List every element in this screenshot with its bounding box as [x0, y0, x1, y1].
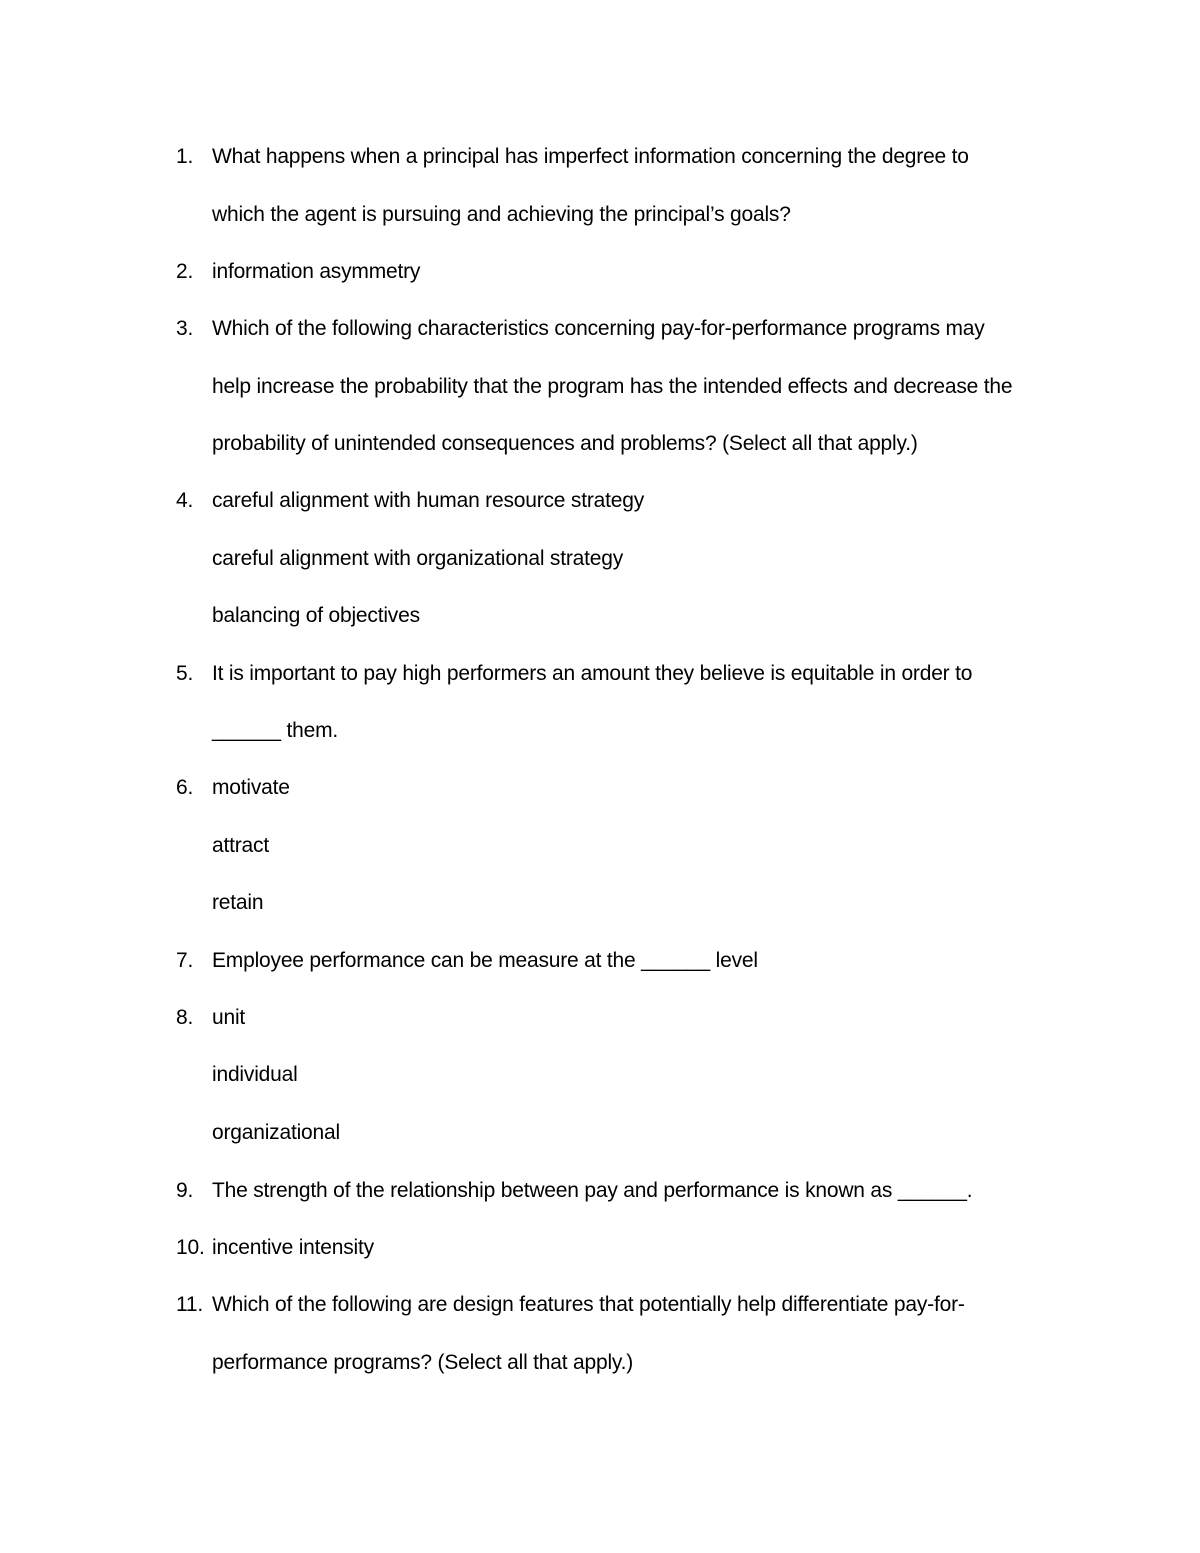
item-text-line: probability of unintended consequences and problems? (Select all that apply.) — [212, 432, 918, 455]
item-text-line: incentive intensity — [212, 1236, 374, 1259]
item-number: 5. — [176, 662, 194, 685]
item-text-line: information asymmetry — [212, 260, 421, 283]
item-number: 8. — [176, 1006, 194, 1029]
item-number: 4. — [176, 489, 194, 512]
item-text-line: Which of the following are design features that potentially help differentiate pay-for- — [212, 1293, 965, 1316]
item-text-line: It is important to pay high performers an amount they believe is equitable in order to — [212, 662, 973, 685]
item-text-line: ______ them. — [212, 719, 339, 742]
item-text-line: performance programs? (Select all that apply.) — [212, 1351, 634, 1374]
item-number: 6. — [176, 776, 194, 799]
item-text-line: The strength of the relationship between pay and performance is known as ______. — [212, 1179, 973, 1202]
item-number: 11. — [176, 1293, 204, 1316]
item-number: 3. — [176, 317, 194, 340]
item-text-line: attract — [212, 834, 269, 857]
item-text-line: Employee performance can be measure at the ______ level — [212, 949, 758, 972]
item-text-line: Which of the following characteristics concerning pay-for-performance programs may — [212, 317, 985, 340]
item-text-line: unit — [212, 1006, 246, 1029]
item-text-line: motivate — [212, 776, 290, 799]
item-number: 1. — [176, 145, 194, 168]
item-text-line: careful alignment with human resource strategy — [212, 489, 645, 512]
item-text-line: careful alignment with organizational strategy — [212, 547, 624, 570]
item-number: 2. — [176, 260, 194, 283]
item-text-line: organizational — [212, 1121, 340, 1144]
item-text-line: help increase the probability that the program has the intended effects and decrease the — [212, 375, 1013, 398]
item-number: 9. — [176, 1179, 194, 1202]
item-text-line: balancing of objectives — [212, 604, 420, 627]
item-number: 7. — [176, 949, 194, 972]
item-text-line: which the agent is pursuing and achieving the principal’s goals? — [212, 203, 791, 226]
item-text-line: individual — [212, 1063, 298, 1086]
item-text-line: What happens when a principal has imperfect information concerning the degree to — [212, 145, 969, 168]
item-number: 10. — [176, 1236, 205, 1259]
item-text-line: retain — [212, 891, 264, 914]
